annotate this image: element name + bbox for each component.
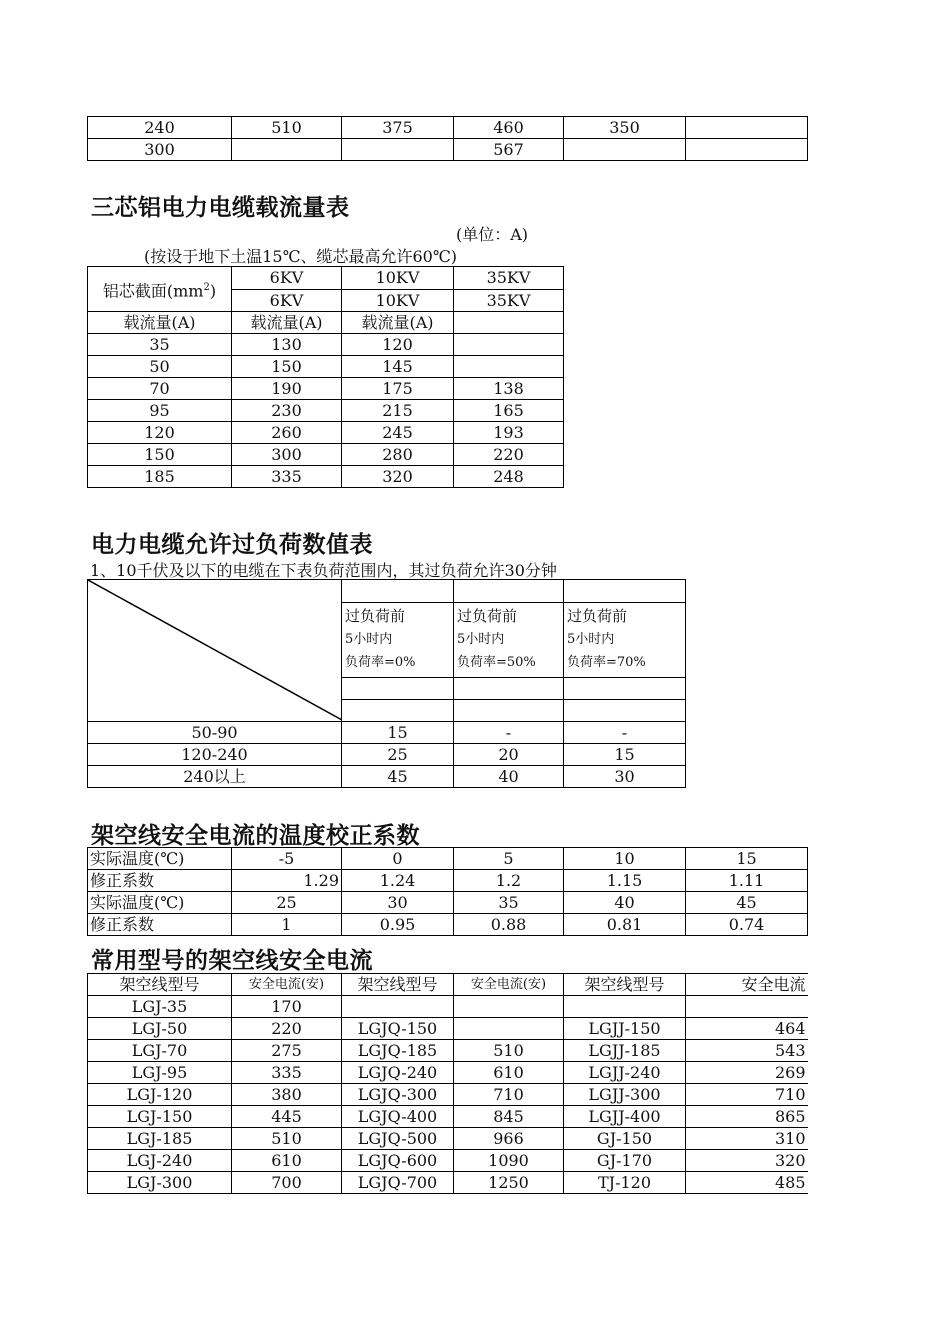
- table-cell: 150: [88, 444, 232, 466]
- table-cell: 220: [454, 444, 564, 466]
- table-cell: 543: [686, 1040, 808, 1062]
- table-cell: 230: [232, 400, 342, 422]
- table-row: [88, 466, 564, 488]
- table-row: [88, 1040, 808, 1062]
- table-cell: 50: [88, 356, 232, 378]
- table-row: [88, 356, 564, 378]
- model-header: 架空线型号: [564, 974, 686, 996]
- temp-correction-title: 架空线安全电流的温度校正系数: [91, 823, 420, 849]
- temp-value: 35: [454, 892, 564, 914]
- coef-value: 1.29: [232, 870, 342, 892]
- overload-table: [87, 579, 686, 788]
- table-row: [88, 139, 808, 161]
- table-cell: 150: [232, 356, 342, 378]
- table-cell: 966: [454, 1128, 564, 1150]
- table-cell: 335: [232, 466, 342, 488]
- table-cell: 320: [686, 1150, 808, 1172]
- table-cell: 280: [342, 444, 454, 466]
- table-cell: 320: [342, 466, 454, 488]
- table-cell: 20: [454, 744, 564, 766]
- table-cell: 120: [342, 334, 454, 356]
- coef-value: 0.88: [454, 914, 564, 936]
- table-cell: 50-90: [88, 722, 342, 744]
- table-cell: 220: [232, 1018, 342, 1040]
- overload-header-0pct: 过负荷前 5小时内 负荷率=0%: [342, 603, 454, 678]
- table-cell: 300: [232, 444, 342, 466]
- table-row: [88, 378, 564, 400]
- table-cell: 95: [88, 400, 232, 422]
- coef-label: 修正系数: [88, 870, 232, 892]
- table-cell: 35: [88, 334, 232, 356]
- table-cell: 170: [232, 996, 342, 1018]
- table-cell: 185: [88, 466, 232, 488]
- coef-label: 修正系数: [88, 914, 232, 936]
- table-cell: LGJQ-300: [342, 1084, 454, 1106]
- table-cell: 510: [454, 1040, 564, 1062]
- table-cell: LGJQ-150: [342, 1018, 454, 1040]
- table-cell: LGJ-300: [88, 1172, 232, 1194]
- aluminum-cable-title: 三芯铝电力电缆载流量表: [91, 195, 350, 221]
- table-cell: 240: [88, 117, 232, 139]
- table-cell: 710: [686, 1084, 808, 1106]
- table-row: [88, 444, 564, 466]
- temp-value: 25: [232, 892, 342, 914]
- table-row: [88, 117, 808, 139]
- table-cell: 120: [88, 422, 232, 444]
- voltage-10kv: 10KV: [342, 267, 454, 290]
- unit-note: (单位：A): [456, 225, 529, 244]
- model-header: 架空线型号: [88, 974, 232, 996]
- overload-header-50pct: 过负荷前 5小时内 负荷率=50%: [454, 603, 564, 678]
- table-cell: 275: [232, 1040, 342, 1062]
- table-row: [88, 1062, 808, 1084]
- table-cell: 335: [232, 1062, 342, 1084]
- table-cell: [342, 996, 454, 1018]
- empty-cell: [342, 580, 454, 603]
- table-cell: LGJ-150: [88, 1106, 232, 1128]
- empty-cell: [454, 580, 564, 603]
- table-cell: 248: [454, 466, 564, 488]
- table-cell: 175: [342, 378, 454, 400]
- table-cell: 464: [686, 1018, 808, 1040]
- empty-cell: [454, 678, 564, 700]
- table-cell: 130: [232, 334, 342, 356]
- table-cell: 700: [232, 1172, 342, 1194]
- table-row: [88, 1150, 808, 1172]
- table-cell: LGJ-185: [88, 1128, 232, 1150]
- table-cell: LGJJ-300: [564, 1084, 686, 1106]
- table-row: [88, 400, 564, 422]
- temp-value: 0: [342, 848, 454, 870]
- current-header: 安全电流(安): [454, 974, 564, 996]
- table-cell: 460: [454, 117, 564, 139]
- table-cell: 865: [686, 1106, 808, 1128]
- table-cell: 190: [232, 378, 342, 400]
- table-cell: 245: [342, 422, 454, 444]
- table-cell: -: [454, 722, 564, 744]
- table-cell: 375: [342, 117, 454, 139]
- table-cell: 138: [454, 378, 564, 400]
- voltage-6kv: 6KV: [232, 289, 342, 312]
- model-header: 架空线型号: [342, 974, 454, 996]
- table-cell: LGJQ-400: [342, 1106, 454, 1128]
- table-cell: LGJ-50: [88, 1018, 232, 1040]
- coef-value: 0.81: [564, 914, 686, 936]
- table-cell: 1250: [454, 1172, 564, 1194]
- table-row: [88, 996, 808, 1018]
- empty-cell: [454, 700, 564, 722]
- temp-correction-table: [87, 847, 808, 936]
- table-cell: GJ-170: [564, 1150, 686, 1172]
- empty-cell: [564, 580, 686, 603]
- overhead-current-title: 常用型号的架空线安全电流: [91, 948, 373, 974]
- table-cell: 567: [454, 139, 564, 161]
- table-cell: 510: [232, 1128, 342, 1150]
- table-cell: LGJ-95: [88, 1062, 232, 1084]
- empty-cell: [342, 700, 454, 722]
- table-cell: TJ-120: [564, 1172, 686, 1194]
- section-header: 铝芯截面$(mm^2)$: [88, 267, 232, 312]
- current-header: 安全电流(安): [232, 974, 342, 996]
- overhead-current-table: [87, 973, 808, 1194]
- table-cell: LGJ-70: [88, 1040, 232, 1062]
- empty-cell: [564, 678, 686, 700]
- table-row: [88, 422, 564, 444]
- table-cell: [454, 996, 564, 1018]
- table-cell: 40: [454, 766, 564, 788]
- overload-title: 电力电缆允许过负荷数值表: [91, 532, 373, 558]
- table-cell: 1090: [454, 1150, 564, 1172]
- table-cell: LGJQ-500: [342, 1128, 454, 1150]
- coef-value: 1.2: [454, 870, 564, 892]
- voltage-6kv: 6KV: [232, 267, 342, 290]
- empty-cell: [342, 678, 454, 700]
- diagonal-header-cell: [88, 580, 342, 722]
- table-row: [88, 1128, 808, 1150]
- table-cell: [686, 139, 808, 161]
- current-header: 载流量(A): [232, 312, 342, 334]
- table-cell: 269: [686, 1062, 808, 1084]
- temp-value: 10: [564, 848, 686, 870]
- temp-value: 15: [686, 848, 808, 870]
- coef-value: 1.24: [342, 870, 454, 892]
- table-cell: [454, 1018, 564, 1040]
- empty-cell: [564, 700, 686, 722]
- table-row: [88, 1018, 808, 1040]
- table-row: [88, 744, 686, 766]
- table-cell: 15: [342, 722, 454, 744]
- temp-value: 30: [342, 892, 454, 914]
- table-cell: 145: [342, 356, 454, 378]
- table-cell: 510: [232, 117, 342, 139]
- table-cell: LGJ-240: [88, 1150, 232, 1172]
- table-cell: 70: [88, 378, 232, 400]
- temp-value: -5: [232, 848, 342, 870]
- table-cell: [342, 139, 454, 161]
- temp-value: 40: [564, 892, 686, 914]
- overload-header-70pct: 过负荷前 5小时内 负荷率=70%: [564, 603, 686, 678]
- table-cell: 120-240: [88, 744, 342, 766]
- table-cell: 260: [232, 422, 342, 444]
- table-cell: LGJJ-185: [564, 1040, 686, 1062]
- table-cell: [454, 334, 564, 356]
- coef-value: 0.95: [342, 914, 454, 936]
- table-cell: GJ-150: [564, 1128, 686, 1150]
- table-cell: 30: [564, 766, 686, 788]
- table-cell: -: [564, 722, 686, 744]
- coef-value: 0.74: [686, 914, 808, 936]
- table-cell: 300: [88, 139, 232, 161]
- table-cell: [686, 117, 808, 139]
- table-cell: 350: [564, 117, 686, 139]
- aluminum-cable-table: [87, 266, 564, 488]
- temp-label: 实际温度(℃): [88, 848, 232, 870]
- diagonal-line: [88, 580, 342, 720]
- table-cell: [686, 996, 808, 1018]
- table-row: [88, 1084, 808, 1106]
- table-cell: LGJ-120: [88, 1084, 232, 1106]
- current-header: 安全电流: [686, 974, 808, 996]
- current-header: 载流量(A): [88, 312, 232, 334]
- temp-value: 45: [686, 892, 808, 914]
- coef-value: 1: [232, 914, 342, 936]
- table-cell: LGJQ-600: [342, 1150, 454, 1172]
- table-cell: LGJQ-240: [342, 1062, 454, 1084]
- current-header: [454, 312, 564, 334]
- table-row: [88, 334, 564, 356]
- current-header: 载流量(A): [342, 312, 454, 334]
- table-cell: LGJJ-150: [564, 1018, 686, 1040]
- table-cell: 165: [454, 400, 564, 422]
- voltage-35kv: 35KV: [454, 289, 564, 312]
- table-cell: LGJQ-700: [342, 1172, 454, 1194]
- table-cell: LGJ-35: [88, 996, 232, 1018]
- table-row: [88, 722, 686, 744]
- table-row: [88, 1106, 808, 1128]
- table-cell: 380: [232, 1084, 342, 1106]
- table-cell: [564, 139, 686, 161]
- table-cell: 15: [564, 744, 686, 766]
- table-row: [88, 1172, 808, 1194]
- table-cell: 240以上: [88, 766, 342, 788]
- voltage-35kv: 35KV: [454, 267, 564, 290]
- table-cell: 25: [342, 744, 454, 766]
- table-cell: [564, 996, 686, 1018]
- overload-note: 1、10千伏及以下的电缆在下表负荷范围内，其过负荷允许30分钟: [90, 561, 557, 580]
- table-cell: [454, 356, 564, 378]
- temp-value: 5: [454, 848, 564, 870]
- table-cell: 710: [454, 1084, 564, 1106]
- table-cell: 610: [232, 1150, 342, 1172]
- condition-note: (按设于地下土温15℃、缆芯最高允许60℃): [144, 247, 458, 266]
- table-row: [88, 766, 686, 788]
- table-cell: 310: [686, 1128, 808, 1150]
- coef-value: 1.11: [686, 870, 808, 892]
- voltage-10kv: 10KV: [342, 289, 454, 312]
- coef-value: 1.15: [564, 870, 686, 892]
- table-cell: LGJJ-240: [564, 1062, 686, 1084]
- table-cell: 610: [454, 1062, 564, 1084]
- table-cell: 485: [686, 1172, 808, 1194]
- top-table: [87, 116, 808, 161]
- temp-label: 实际温度(℃): [88, 892, 232, 914]
- table-cell: LGJQ-185: [342, 1040, 454, 1062]
- table-cell: [232, 139, 342, 161]
- table-cell: 45: [342, 766, 454, 788]
- table-cell: 193: [454, 422, 564, 444]
- table-cell: LGJJ-400: [564, 1106, 686, 1128]
- table-cell: 845: [454, 1106, 564, 1128]
- table-cell: 215: [342, 400, 454, 422]
- table-cell: 445: [232, 1106, 342, 1128]
